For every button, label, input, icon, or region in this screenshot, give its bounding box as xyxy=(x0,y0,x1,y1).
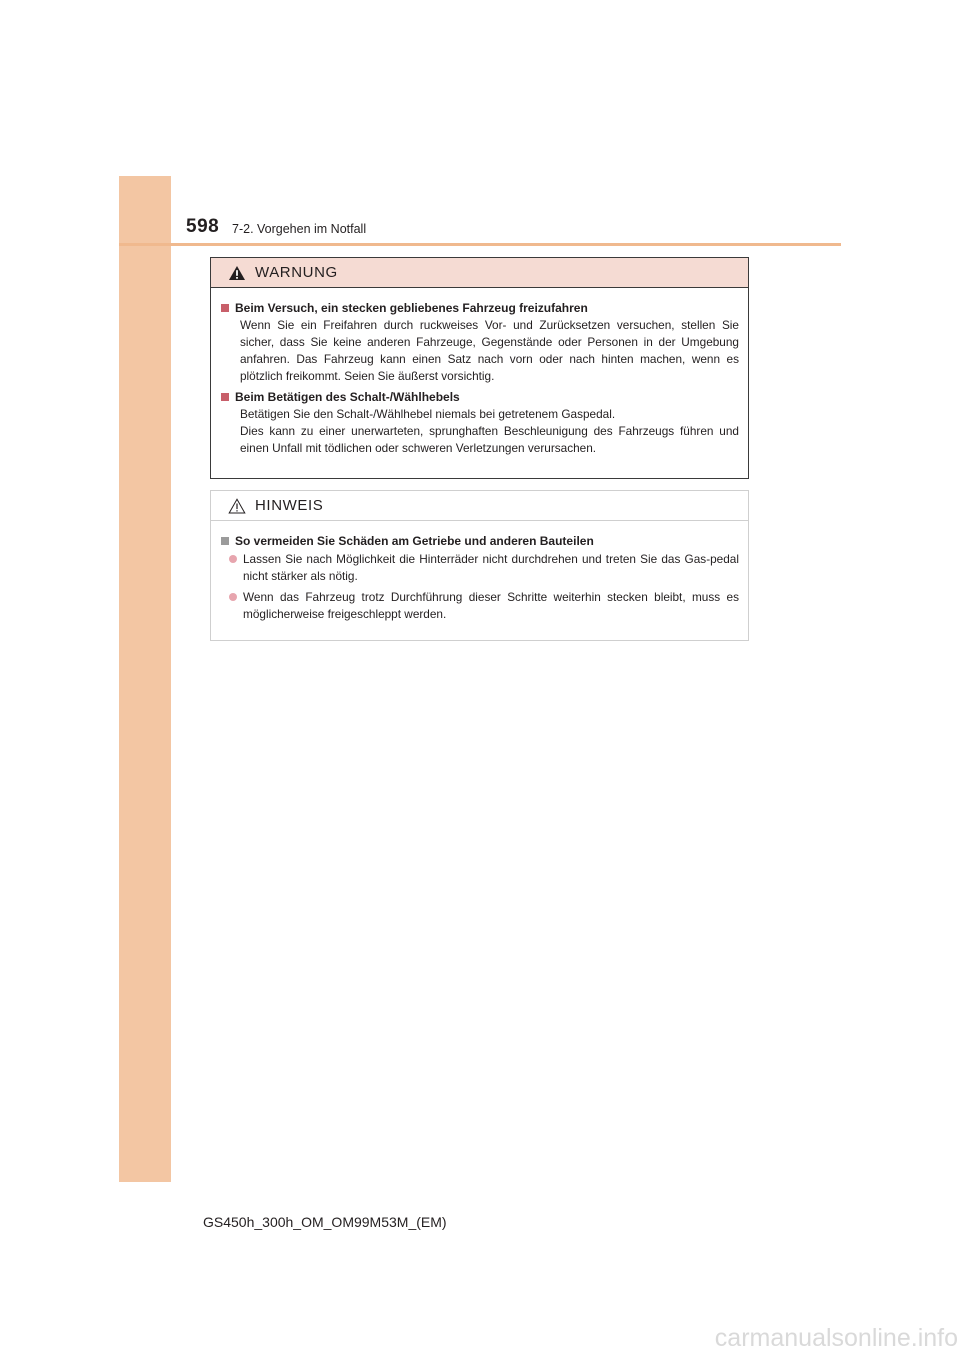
warning-box xyxy=(210,257,749,479)
chapter-side-band xyxy=(119,176,171,1182)
notice-heading xyxy=(221,533,739,549)
round-bullet-icon xyxy=(229,555,237,563)
warning-item-heading-text: Beim Betätigen des Schalt-/Wählhebels xyxy=(235,390,460,404)
warning-item-heading xyxy=(221,389,739,405)
warning-body xyxy=(211,288,748,457)
notice-label: HINWEIS xyxy=(255,497,324,514)
notice-box xyxy=(210,490,749,641)
document-code: GS450h_300h_OM_OM99M53M_(EM) xyxy=(203,1214,447,1230)
square-bullet-icon xyxy=(221,537,229,545)
warning-label: WARNUNG xyxy=(255,264,338,281)
square-bullet-icon xyxy=(221,393,229,401)
warning-item-heading xyxy=(221,300,739,316)
warning-triangle-icon xyxy=(228,265,246,281)
notice-bullet-list xyxy=(221,551,739,623)
notice-heading-text: So vermeiden Sie Schäden am Getriebe und anderen Bauteilen xyxy=(235,534,594,548)
notice-body xyxy=(211,521,748,623)
header-rule xyxy=(119,243,841,246)
list-item xyxy=(229,589,739,623)
warning-item-text: Dies kann zu einer unerwarteten, sprunghaften Beschleunigung des Fahrzeugs führen und einen Unfall mit tödlichen oder schweren Verletzungen verursachen. xyxy=(240,424,739,455)
warning-box-header xyxy=(211,258,748,288)
caution-triangle-icon xyxy=(228,498,246,514)
warning-item-heading-text: Beim Versuch, ein stecken gebliebenes Fahrzeug freizufahren xyxy=(235,301,588,315)
notice-box-header xyxy=(211,491,748,521)
section-title: 7-2. Vorgehen im Notfall xyxy=(232,222,367,236)
watermark: carmanualsonline.info xyxy=(714,1324,958,1352)
list-item-text: Wenn das Fahrzeug trotz Durchführung dieser Schritte weiterhin stecken bleibt, muss es möglicherweise freigeschleppt werden. xyxy=(243,590,739,621)
warning-item-text: Betätigen Sie den Schalt-/Wählhebel niemals bei getretenem Gaspedal. xyxy=(240,407,616,421)
warning-item-text: Wenn Sie ein Freifahren durch ruckweises Vor- und Zurücksetzen versuchen, stellen Sie sicher, dass Sie keine anderen Fahrzeuge, Gegenstände oder Personen in der Umgebung anfahren. Das Fahrzeug kann einen Satz nach vorn oder nach hinten machen, wenn es plötzlich freikommt. Seien Sie äußerst vorsichtig. xyxy=(240,318,739,383)
page-number: 598 xyxy=(186,216,220,237)
list-item xyxy=(229,551,739,585)
list-item-text: Lassen Sie nach Möglichkeit die Hinterräder nicht durchdrehen und treten Sie das Gas-pedal nicht stärker als nötig. xyxy=(243,552,739,583)
square-bullet-icon xyxy=(221,304,229,312)
round-bullet-icon xyxy=(229,593,237,601)
